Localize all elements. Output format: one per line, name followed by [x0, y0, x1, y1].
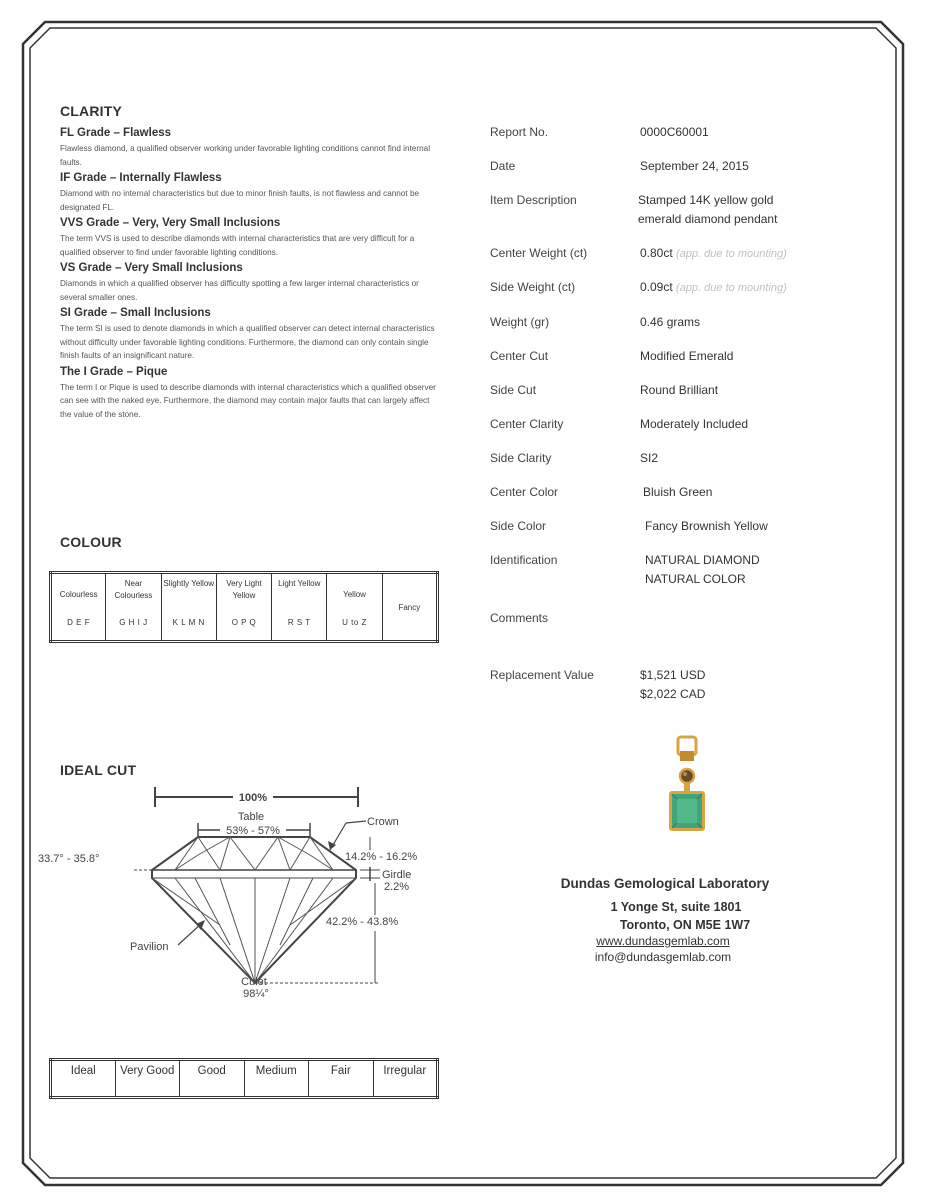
culet-angle-label: 98¼° [243, 988, 269, 1000]
diamond-proportions-diagram [30, 775, 430, 1005]
grade-fl [60, 127, 440, 169]
report-no-label: Report No. [490, 125, 549, 139]
identification-label: Identification [490, 553, 558, 567]
center-color-value: Bluish Green [643, 485, 713, 499]
mounting-note: (app. due to mounting) [676, 248, 787, 260]
cut-grade-cell: Irregular [373, 1060, 438, 1098]
grade-title: FL Grade – Flawless [60, 127, 172, 139]
side-color-value: Fancy Brownish Yellow [645, 519, 768, 533]
width-label: 100% [238, 792, 268, 804]
colour-heading: COLOUR [60, 534, 122, 550]
grade-i [60, 366, 440, 422]
pavilion-depth-label: 42.2% - 43.8% [326, 916, 399, 928]
grade-title: VVS Grade – Very, Very Small Inclusions [60, 217, 281, 229]
colour-grades: D E F [67, 618, 91, 627]
weight-gr-label: Weight (gr) [490, 315, 550, 329]
colour-cell [216, 573, 271, 642]
center-clarity-value: Moderately Included [640, 417, 749, 431]
lab-address-line2: Toronto, ON M5E 1W7 [619, 918, 751, 932]
colour-label: Slightly Yellow [163, 579, 215, 588]
lab-email: info@dundasgemlab.com [594, 950, 732, 964]
grade-title: VS Grade – Very Small Inclusions [60, 262, 243, 274]
table-percent-label: 53% - 57% [226, 825, 280, 837]
grade-si [60, 307, 440, 363]
crown-angle-label: 33.7° - 35.8° [38, 853, 100, 865]
identification-value [645, 551, 760, 589]
grade-vs [60, 262, 440, 304]
cut-grade-cell: Medium [244, 1060, 309, 1098]
colour-grades: G H I J [119, 618, 148, 627]
item-line: Stamped 14K yellow gold [638, 193, 774, 207]
cut-grade-cell: Fair [309, 1060, 374, 1098]
replacement-value [640, 666, 705, 704]
center-color-label: Center Color [490, 485, 559, 499]
grade-description: The term I or Pique is used to describe diamonds with internal characteristics which a qualified observer can see with the naked eye. Furthermore, the diamond may contain major faults that can largely affect the value of the stone. [60, 382, 436, 419]
replacement-value-label: Replacement Value [490, 668, 594, 682]
colour-grades: R S T [287, 618, 311, 627]
colour-cell-fancy [382, 573, 437, 642]
replacement-cad: $2,022 CAD [640, 687, 706, 701]
grade-if [60, 172, 440, 214]
grade-description: Flawless diamond, a qualified observer working under favorable lighting conditions cannot find internal faults. [60, 144, 431, 167]
lab-info [500, 876, 830, 964]
side-clarity-value: SI2 [640, 451, 659, 465]
grade-description: Diamond with no internal characteristics but due to minor finish faults, is not flawless and cannot be designated FL. [60, 189, 420, 212]
crown-height-label: 14.2% - 16.2% [345, 851, 418, 863]
side-cut-label: Side Cut [490, 383, 537, 397]
item-description-value [638, 191, 777, 229]
center-weight-value [640, 244, 787, 264]
colour-label: Yellow [343, 590, 366, 599]
grade-description: The term SI is used to denote diamonds in which a qualified observer can detect internal characteristics without difficulty under favorable lighting conditions. Furthermore, the diamond can only contain single finish faults of an insignificant nature. [60, 324, 435, 360]
date-label: Date [490, 159, 516, 173]
value-text: 0.09ct [640, 280, 673, 294]
side-weight-label: Side Weight (ct) [490, 280, 576, 294]
side-color-label: Side Color [490, 519, 547, 533]
item-line: emerald diamond pendant [638, 212, 778, 226]
weight-gr-value: 0.46 grams [640, 315, 701, 329]
culet-label: Culet [241, 976, 267, 988]
center-clarity-label: Center Clarity [490, 417, 564, 431]
center-cut-value: Modified Emerald [640, 349, 734, 363]
date-value: September 24, 2015 [640, 159, 749, 173]
colour-grades: O P Q [231, 618, 257, 627]
colour-label: Very Light Yellow [226, 579, 262, 600]
cut-grade-table [49, 1058, 439, 1099]
table-label: Table [237, 811, 265, 823]
cut-grade-cell: Very Good [115, 1060, 180, 1098]
report-no-value: 0000C60001 [640, 125, 709, 139]
girdle-label: Girdle [382, 869, 412, 881]
pavilion-label: Pavilion [130, 941, 169, 953]
side-cut-value: Round Brilliant [640, 383, 719, 397]
grade-title: The I Grade – Pique [60, 365, 168, 378]
replacement-usd: $1,521 USD [640, 668, 706, 682]
colour-cell [272, 573, 327, 642]
side-weight-value [640, 278, 787, 298]
grade-title: IF Grade – Internally Flawless [60, 172, 222, 184]
colour-label: Fancy [398, 602, 421, 612]
item-description-label: Item Description [490, 193, 577, 207]
colour-scale-table [49, 571, 439, 643]
value-text: 0.80ct [640, 246, 673, 260]
colour-grades: K L M N [172, 618, 205, 627]
colour-label: Light Yellow [278, 579, 321, 588]
colour-cell [106, 573, 161, 642]
ideal-cut-heading: IDEAL CUT [60, 762, 137, 778]
clarity-section [60, 124, 440, 421]
colour-label: Near Colourless [114, 579, 153, 600]
colour-label: Colourless [59, 590, 98, 599]
grade-description: The term VVS is used to describe diamonds with internal characteristics that are very difficult for a qualified observer to find under favorable lighting conditions. [60, 234, 415, 257]
colour-grades: U to Z [342, 618, 367, 627]
comments-label: Comments [490, 611, 549, 625]
crown-label: Crown [367, 816, 399, 828]
mounting-note: (app. due to mounting) [676, 282, 787, 294]
clarity-heading: CLARITY [60, 103, 123, 119]
lab-address-line1: 1 Yonge St, suite 1801 [610, 900, 742, 914]
colour-cell [327, 573, 382, 642]
grade-title: SI Grade – Small Inclusions [60, 307, 211, 319]
cut-grade-cell: Ideal [51, 1060, 116, 1098]
center-cut-label: Center Cut [490, 349, 549, 363]
identification-line: NATURAL DIAMOND [645, 553, 760, 567]
side-clarity-label: Side Clarity [490, 451, 552, 465]
pendant-image [660, 733, 710, 838]
girdle-percent-label: 2.2% [384, 881, 410, 893]
lab-name: Dundas Gemological Laboratory [560, 876, 770, 891]
colour-cell [161, 573, 216, 642]
cut-grade-cell: Good [180, 1060, 245, 1098]
colour-cell [51, 573, 106, 642]
lab-website-link[interactable]: www.dundasgemlab.com [596, 934, 730, 948]
grade-vvs [60, 217, 440, 259]
center-weight-label: Center Weight (ct) [490, 246, 588, 260]
identification-line: NATURAL COLOR [645, 572, 746, 586]
grade-description: Diamonds in which a qualified observer has difficulty spotting a few larger internal characteristics or several smaller ones. [60, 279, 419, 302]
